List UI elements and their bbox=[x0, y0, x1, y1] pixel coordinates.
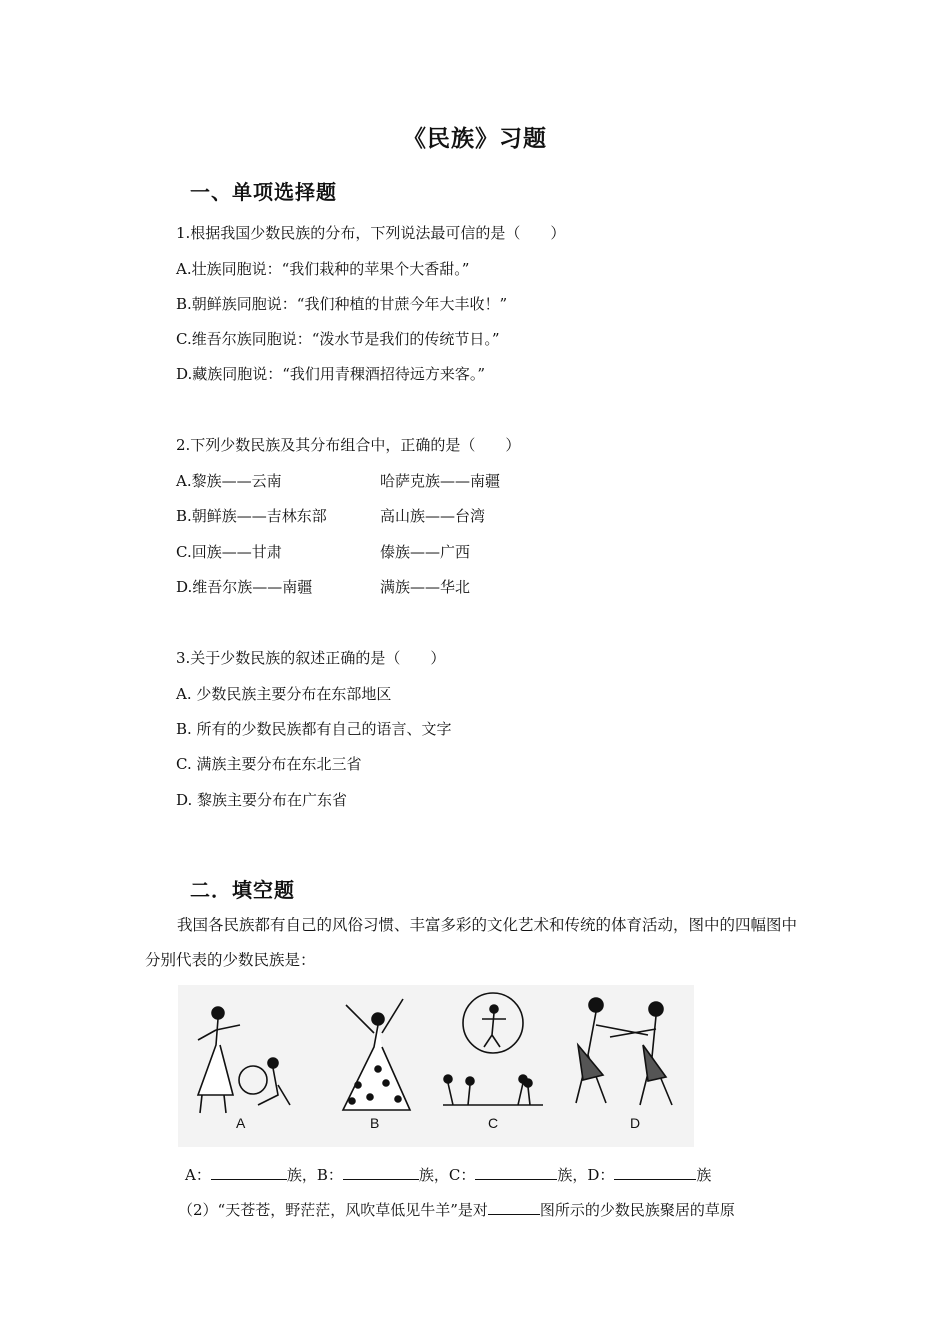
q1-option-a: A.壮族同胞说：“我们栽种的苹果个大香甜。” bbox=[176, 260, 470, 278]
page-title: 《民族》习题 bbox=[403, 126, 547, 152]
q2-option-a-right: 哈萨克族——南疆 bbox=[380, 472, 501, 490]
q2-stem: 2.下列少数民族及其分布组合中，正确的是（ ） bbox=[176, 436, 521, 454]
section-heading-fill: 二．填空题 bbox=[190, 878, 295, 902]
answer-d-label: 族，D： bbox=[557, 1166, 615, 1184]
q2-option-b-right: 高山族——台湾 bbox=[380, 507, 486, 525]
q3-option-b: B. 所有的少数民族都有自己的语言、文字 bbox=[176, 720, 452, 738]
ethnic-figures-image bbox=[178, 985, 694, 1147]
q3-stem: 3.关于少数民族的叙述正确的是（ ） bbox=[176, 649, 446, 667]
q2-option-d-left: D.维吾尔族——南疆 bbox=[176, 578, 313, 596]
figure-label-d: D bbox=[630, 1115, 641, 1131]
answer-c-blank[interactable] bbox=[475, 1165, 557, 1180]
answer-d-blank[interactable] bbox=[614, 1165, 696, 1180]
figure-label-c: C bbox=[488, 1115, 499, 1131]
fill-q2-suffix: 图所示的少数民族聚居的草原 bbox=[539, 1201, 735, 1219]
figure-a-drawing bbox=[198, 1007, 290, 1113]
answer-a-label: A： bbox=[185, 1166, 211, 1184]
q2-option-b-left: B.朝鲜族——吉林东部 bbox=[176, 507, 327, 525]
q2-option-c bbox=[176, 541, 282, 562]
answer-c-label: 族，C： bbox=[418, 1166, 476, 1184]
q2-option-d-right: 满族——华北 bbox=[380, 578, 471, 596]
answer-a-blank[interactable] bbox=[211, 1165, 287, 1180]
q1-option-c: C.维吾尔族同胞说：“泼水节是我们的传统节日。” bbox=[176, 330, 500, 348]
figure-c-drawing bbox=[443, 993, 543, 1105]
fill-intro: 我国各民族都有自己的风俗习惯、丰富多彩的文化艺术和传统的体育活动，图中的四幅图中分别代表的少数民族是： bbox=[145, 916, 798, 969]
answer-end-label: 族 bbox=[696, 1166, 712, 1184]
q1-option-b: B.朝鲜族同胞说：“我们种植的甘蔗今年大丰收！” bbox=[176, 295, 508, 313]
figure-d-drawing bbox=[576, 998, 672, 1105]
q2-option-b bbox=[176, 505, 327, 526]
q2-option-a-left: A.黎族——云南 bbox=[176, 472, 282, 490]
fill-q2 bbox=[178, 1199, 735, 1220]
answer-line bbox=[185, 1164, 711, 1185]
q3-option-c: C. 满族主要分布在东北三省 bbox=[176, 755, 362, 773]
q3-option-d: D. 黎族主要分布在广东省 bbox=[176, 791, 348, 809]
fill-q2-prefix: （2）“天苍苍，野茫茫，风吹草低见牛羊”是对 bbox=[178, 1201, 488, 1219]
figure-b-drawing bbox=[343, 999, 410, 1110]
q2-option-d bbox=[176, 576, 312, 597]
answer-b-blank[interactable] bbox=[343, 1165, 419, 1180]
fill-q2-blank[interactable] bbox=[488, 1200, 540, 1215]
q2-option-a bbox=[176, 470, 282, 491]
figure-label-b: B bbox=[370, 1115, 380, 1131]
figure-label-a: A bbox=[236, 1115, 246, 1131]
q2-option-c-right: 傣族——广西 bbox=[380, 543, 471, 561]
q1-stem: 1.根据我国少数民族的分布，下列说法最可信的是（ ） bbox=[176, 224, 566, 242]
q2-option-c-left: C.回族——甘肃 bbox=[176, 543, 282, 561]
answer-b-label: 族，B： bbox=[286, 1166, 343, 1184]
q3-option-a: A. 少数民族主要分布在东部地区 bbox=[176, 685, 392, 703]
q1-option-d: D.藏族同胞说：“我们用青稞酒招待远方来客。” bbox=[176, 365, 486, 383]
section-heading-choice: 一、单项选择题 bbox=[190, 180, 337, 204]
ethnic-figures-drawing bbox=[178, 985, 694, 1147]
